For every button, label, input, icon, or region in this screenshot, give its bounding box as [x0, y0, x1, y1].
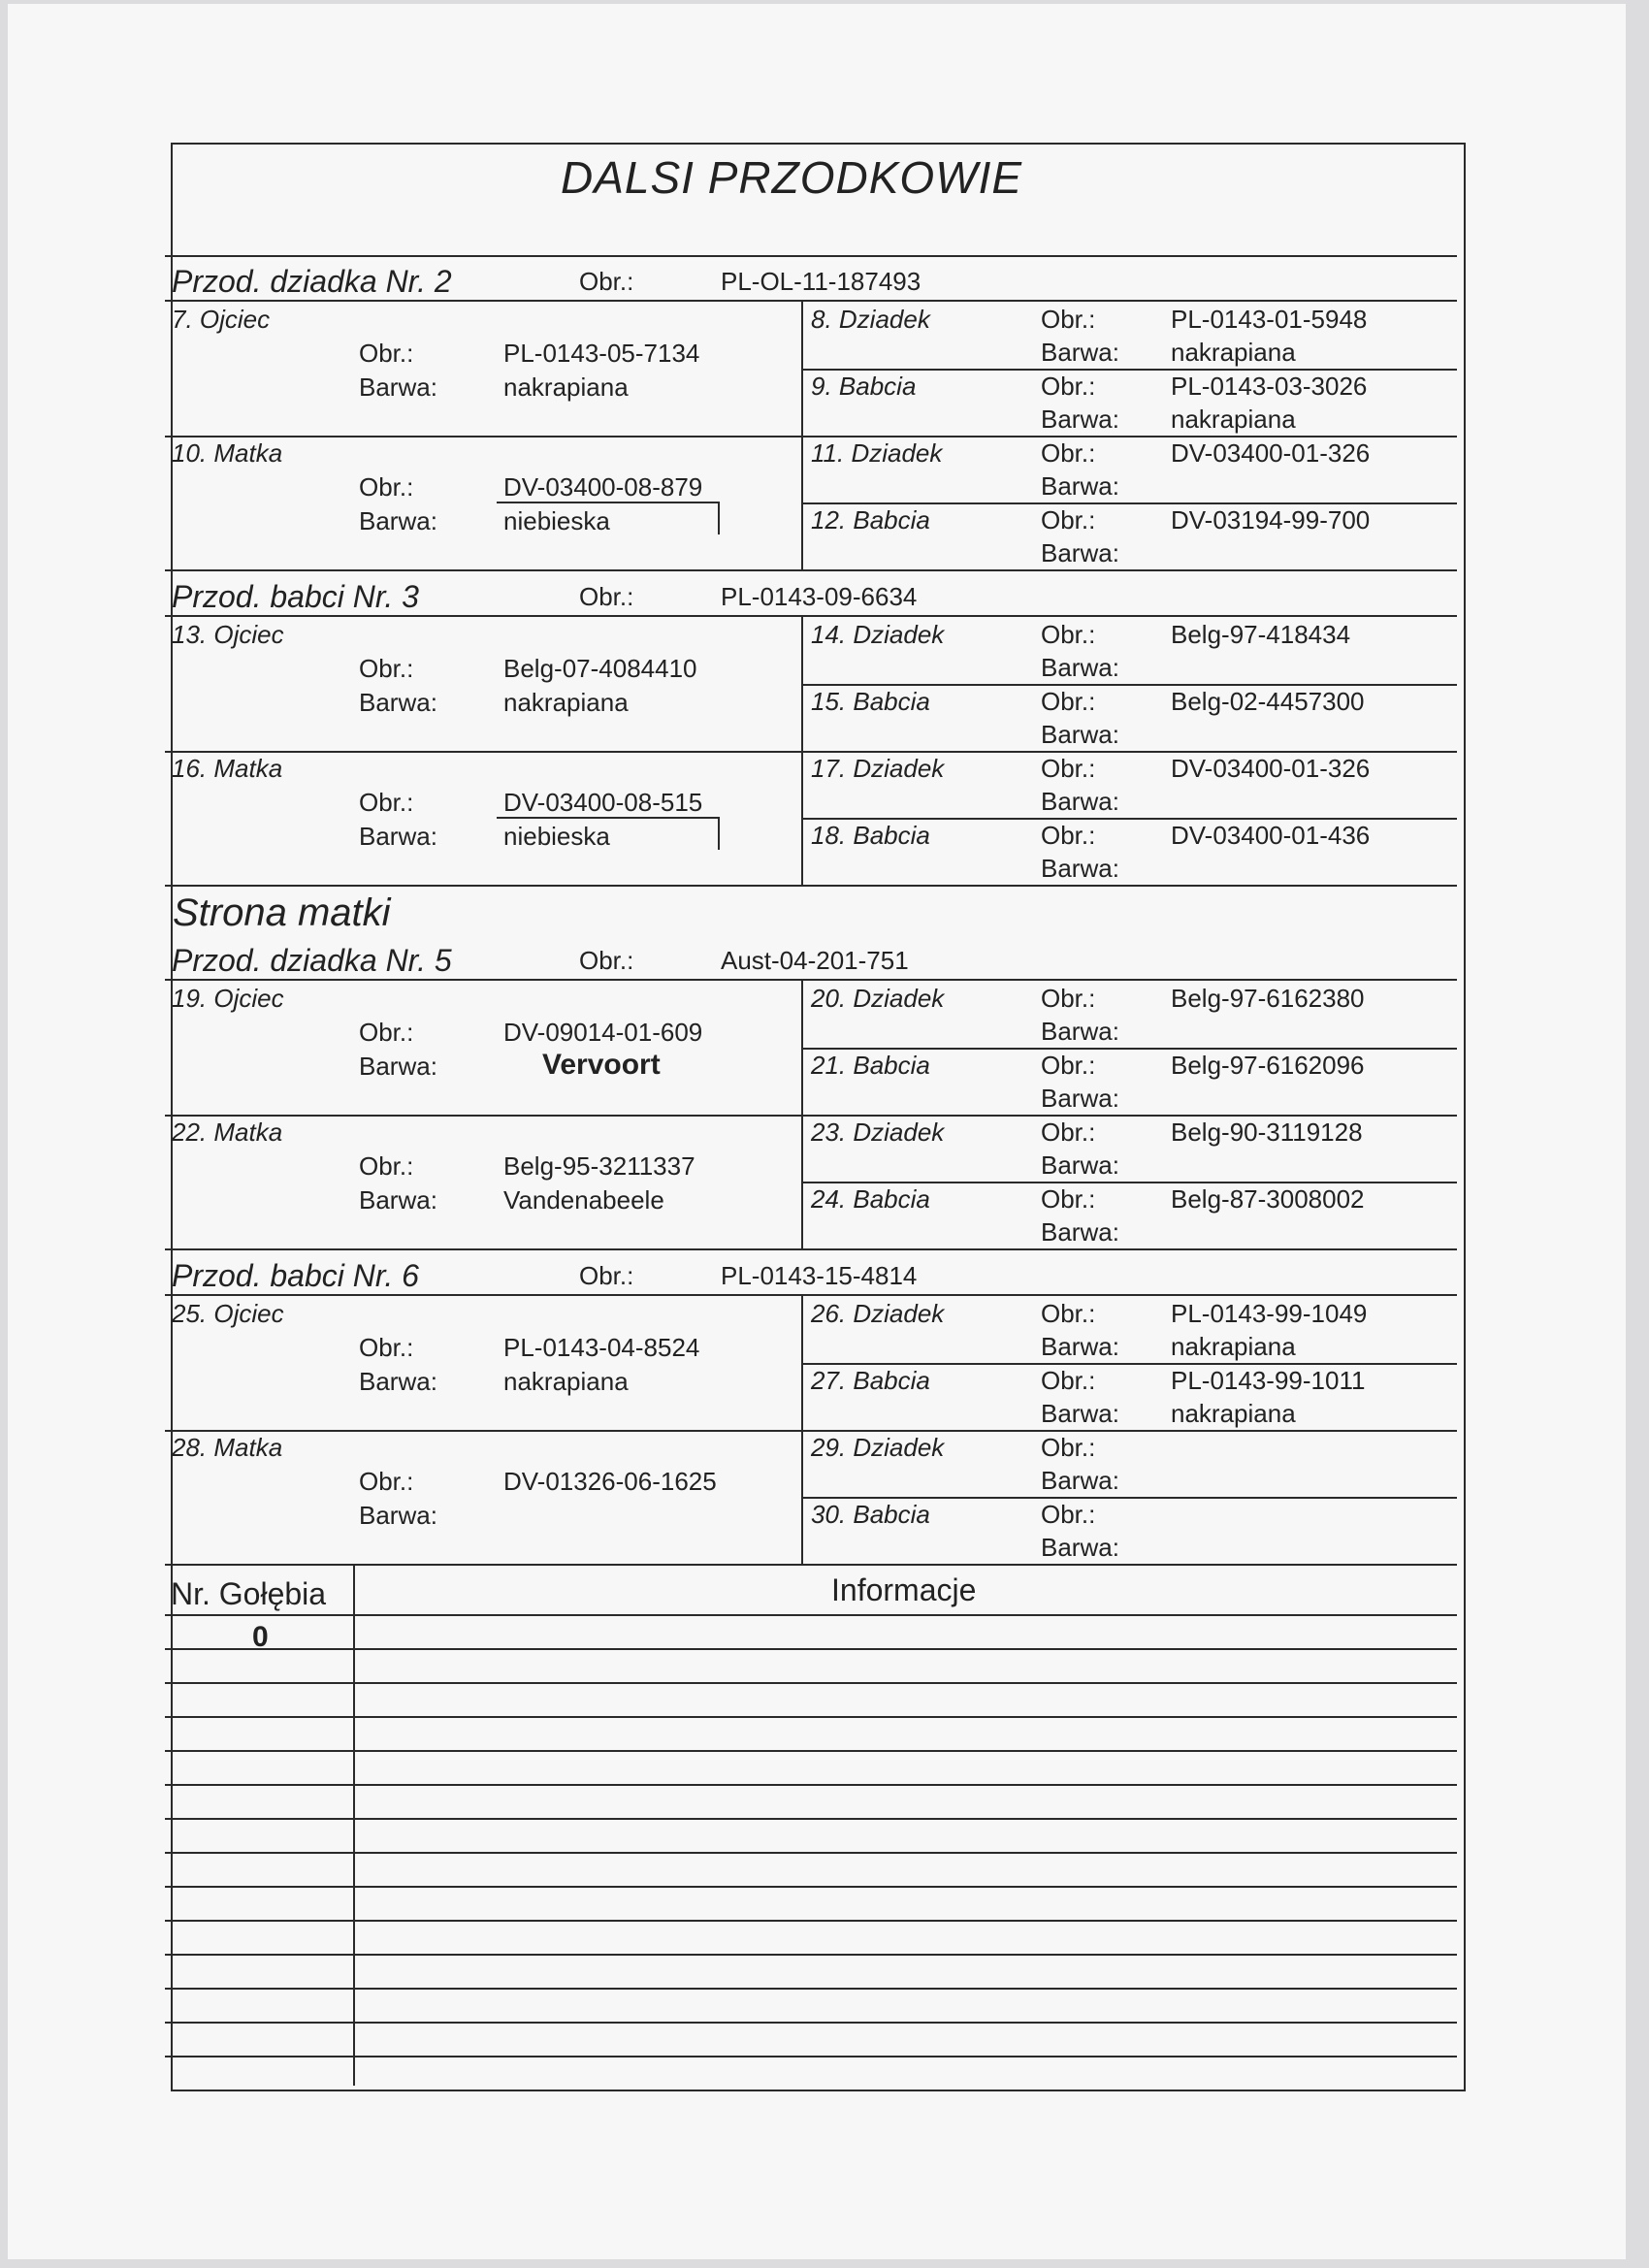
grandparent-label: 12. Babcia	[811, 505, 930, 535]
info-row-line	[165, 1614, 1457, 1616]
obr-label: Obr.:	[1041, 687, 1096, 716]
barwa-label: Barwa:	[1041, 405, 1119, 434]
barwa-label: Barwa:	[359, 506, 437, 535]
grandparent-color: nakrapiana	[1171, 338, 1296, 367]
grandparent-ring-number: DV-03400-01-436	[1171, 821, 1371, 850]
barwa-label: Barwa:	[1041, 1084, 1119, 1113]
info-row-line	[165, 1988, 1457, 1990]
parent-label: 25. Ojciec	[172, 1299, 284, 1328]
grandparent-ring-number: DV-03400-01-326	[1171, 754, 1371, 783]
obr-label: Obr.:	[579, 582, 634, 611]
barwa-label: Barwa:	[359, 1501, 437, 1530]
parent-color: nakrapiana	[503, 688, 629, 717]
barwa-label: Barwa:	[1041, 854, 1119, 883]
grandparent-ring-number: PL-0143-99-1011	[1171, 1366, 1366, 1395]
obr-label: Obr.:	[1041, 1184, 1096, 1214]
parent-label: 10. Matka	[172, 438, 283, 468]
barwa-label: Barwa:	[1041, 720, 1119, 749]
barwa-label: Barwa:	[359, 373, 437, 402]
grandparent-label: 14. Dziadek	[811, 620, 945, 649]
grandparent-ring-number: Belg-90-3119128	[1171, 1118, 1363, 1147]
title-divider	[165, 255, 1457, 257]
pigeon-number: 0	[252, 1621, 269, 1653]
grandparent-label: 29. Dziadek	[811, 1433, 945, 1462]
barwa-label: Barwa:	[1041, 338, 1119, 367]
barwa-label: Barwa:	[1041, 471, 1119, 501]
parent-ring-number: Belg-95-3211337	[503, 1151, 695, 1181]
ring-underline	[497, 817, 718, 819]
obr-label: Obr.:	[1041, 1118, 1096, 1147]
section-bottom-rule	[165, 569, 1457, 571]
obr-label: Obr.:	[1041, 372, 1096, 401]
grandparent-ring-number: PL-0143-03-3026	[1171, 372, 1368, 401]
parent-ring-number: PL-0143-05-7134	[503, 339, 700, 368]
obr-label: Obr.:	[1041, 821, 1096, 850]
parent-color: niebieska	[503, 822, 610, 851]
info-column-divider	[353, 1564, 355, 2086]
grandparent-ring-number: DV-03400-01-326	[1171, 438, 1371, 468]
obr-label: Obr.:	[359, 1151, 414, 1181]
grandparent-label: 20. Dziadek	[811, 984, 945, 1013]
barwa-label: Barwa:	[1041, 787, 1119, 816]
obr-label: Obr.:	[1041, 1500, 1096, 1529]
grandparent-ring-number: Belg-97-6162096	[1171, 1051, 1365, 1080]
grandparent-ring-number: PL-0143-99-1049	[1171, 1299, 1368, 1328]
grandparent-label: 17. Dziadek	[811, 754, 945, 783]
grandparent-ring-number: Belg-97-418434	[1171, 620, 1351, 649]
section-bottom-rule	[165, 1248, 1457, 1250]
parent-label: 22. Matka	[172, 1118, 283, 1147]
barwa-label: Barwa:	[359, 1367, 437, 1396]
obr-label: Obr.:	[1041, 620, 1096, 649]
parent-label: 7. Ojciec	[172, 305, 271, 334]
parent-color: Vandenabeele	[503, 1185, 664, 1215]
info-row-line	[165, 1818, 1457, 1820]
obr-label: Obr.:	[1041, 438, 1096, 468]
section-bottom-rule	[165, 1564, 1457, 1566]
obr-label: Obr.:	[1041, 1366, 1096, 1395]
barwa-label: Barwa:	[1041, 1017, 1119, 1046]
grandparent-label: 27. Babcia	[811, 1366, 930, 1395]
grandparent-ring-number: DV-03194-99-700	[1171, 505, 1371, 535]
grandparent-divider	[801, 1497, 1457, 1499]
grandparent-divider	[801, 369, 1457, 371]
grandparent-color: nakrapiana	[1171, 1332, 1296, 1361]
info-row-line	[165, 1920, 1457, 1922]
obr-label: Obr.:	[1041, 984, 1096, 1013]
parent-color: nakrapiana	[503, 373, 629, 402]
parent-color: nakrapiana	[503, 1367, 629, 1396]
grandparent-ring-number: Belg-02-4457300	[1171, 687, 1365, 716]
section-header-ring: PL-0143-09-6634	[721, 582, 918, 611]
parent-label: 28. Matka	[172, 1433, 283, 1462]
obr-label: Obr.:	[359, 788, 414, 817]
barwa-label: Barwa:	[359, 822, 437, 851]
ring-bracket	[718, 817, 720, 850]
parent-ring-number: PL-0143-04-8524	[503, 1333, 700, 1362]
barwa-label: Barwa:	[1041, 1399, 1119, 1428]
grandparent-color: nakrapiana	[1171, 405, 1296, 434]
parent-label: 19. Ojciec	[172, 984, 284, 1013]
grandparent-label: 30. Babcia	[811, 1500, 930, 1529]
obr-label: Obr.:	[359, 339, 414, 368]
barwa-label: Barwa:	[1041, 1332, 1119, 1361]
obr-label: Obr.:	[579, 1261, 634, 1290]
grandparent-divider	[801, 1048, 1457, 1050]
ring-bracket	[718, 502, 720, 535]
grandparent-label: 8. Dziadek	[811, 305, 930, 334]
obr-label: Obr.:	[359, 472, 414, 502]
section-header-ring: Aust-04-201-751	[721, 946, 909, 975]
parent-divider	[165, 436, 1457, 437]
grandparent-divider	[801, 502, 1457, 504]
parent-color: Vervoort	[542, 1049, 661, 1081]
strona-matki-heading: Strona matki	[173, 891, 391, 934]
section-header-divider	[165, 300, 1457, 302]
grandparent-divider	[801, 684, 1457, 686]
barwa-label: Barwa:	[359, 688, 437, 717]
obr-label: Obr.:	[1041, 754, 1096, 783]
info-row-line	[165, 2022, 1457, 2024]
parent-divider	[165, 1430, 1457, 1432]
obr-label: Obr.:	[359, 654, 414, 683]
section-header-ring: PL-0143-15-4814	[721, 1261, 918, 1290]
parent-color: niebieska	[503, 506, 610, 535]
grandparent-label: 23. Dziadek	[811, 1118, 945, 1147]
section-header-label: Przod. dziadka Nr. 2	[172, 264, 452, 299]
obr-label: Obr.:	[359, 1333, 414, 1362]
section-header-divider	[165, 1294, 1457, 1296]
info-row-line	[165, 1750, 1457, 1752]
info-row-line	[165, 1716, 1457, 1718]
obr-label: Obr.:	[1041, 505, 1096, 535]
grandparent-ring-number: PL-0143-01-5948	[1171, 305, 1368, 334]
section-header-label: Przod. dziadka Nr. 5	[172, 943, 452, 978]
info-col2-header: Informacje	[831, 1572, 977, 1607]
parent-ring-number: Belg-07-4084410	[503, 654, 697, 683]
barwa-label: Barwa:	[1041, 538, 1119, 567]
grandparent-ring-number: Belg-87-3008002	[1171, 1184, 1365, 1214]
grandparent-label: 9. Babcia	[811, 372, 917, 401]
info-col1-header: Nr. Gołębia	[171, 1576, 327, 1611]
section-header-divider	[165, 979, 1457, 981]
page-title: DALSI PRZODKOWIE	[561, 152, 1023, 203]
section-bottom-rule	[165, 885, 1457, 887]
grandparent-label: 24. Babcia	[811, 1184, 930, 1214]
obr-label: Obr.:	[359, 1467, 414, 1496]
info-row-line	[165, 2056, 1457, 2057]
parent-ring-number: DV-03400-08-879	[503, 472, 703, 502]
grandparent-label: 18. Babcia	[811, 821, 930, 850]
info-row-line	[165, 1886, 1457, 1888]
info-row-line	[165, 1648, 1457, 1650]
obr-label: Obr.:	[359, 1018, 414, 1047]
parent-divider	[165, 1115, 1457, 1117]
section-header-label: Przod. babci Nr. 3	[172, 579, 419, 614]
grandparent-label: 21. Babcia	[811, 1051, 930, 1080]
barwa-label: Barwa:	[1041, 1150, 1119, 1180]
grandparent-divider	[801, 818, 1457, 820]
parent-ring-number: DV-03400-08-515	[503, 788, 703, 817]
obr-label: Obr.:	[1041, 1299, 1096, 1328]
info-row-line	[165, 1852, 1457, 1854]
obr-label: Obr.:	[1041, 1051, 1096, 1080]
section-header-ring: PL-OL-11-187493	[721, 267, 922, 296]
parent-divider	[165, 751, 1457, 753]
info-row-line	[165, 1784, 1457, 1786]
parent-label: 13. Ojciec	[172, 620, 284, 649]
info-row-line	[165, 1682, 1457, 1684]
barwa-label: Barwa:	[1041, 1466, 1119, 1495]
obr-label: Obr.:	[579, 267, 634, 296]
barwa-label: Barwa:	[1041, 1533, 1119, 1562]
obr-label: Obr.:	[579, 946, 634, 975]
ring-underline	[497, 502, 718, 503]
info-row-line	[165, 1954, 1457, 1956]
grandparent-divider	[801, 1182, 1457, 1183]
barwa-label: Barwa:	[359, 1052, 437, 1081]
grandparent-label: 15. Babcia	[811, 687, 930, 716]
section-header-label: Przod. babci Nr. 6	[172, 1258, 419, 1293]
barwa-label: Barwa:	[1041, 653, 1119, 682]
obr-label: Obr.:	[1041, 1433, 1096, 1462]
obr-label: Obr.:	[1041, 305, 1096, 334]
parent-ring-number: DV-09014-01-609	[503, 1018, 703, 1047]
parent-label: 16. Matka	[172, 754, 283, 783]
grandparent-ring-number: Belg-97-6162380	[1171, 984, 1365, 1013]
section-header-divider	[165, 615, 1457, 617]
grandparent-color: nakrapiana	[1171, 1399, 1296, 1428]
barwa-label: Barwa:	[359, 1185, 437, 1215]
grandparent-divider	[801, 1363, 1457, 1365]
barwa-label: Barwa:	[1041, 1217, 1119, 1247]
parent-ring-number: DV-01326-06-1625	[503, 1467, 717, 1496]
grandparent-label: 26. Dziadek	[811, 1299, 945, 1328]
grandparent-label: 11. Dziadek	[811, 438, 943, 468]
